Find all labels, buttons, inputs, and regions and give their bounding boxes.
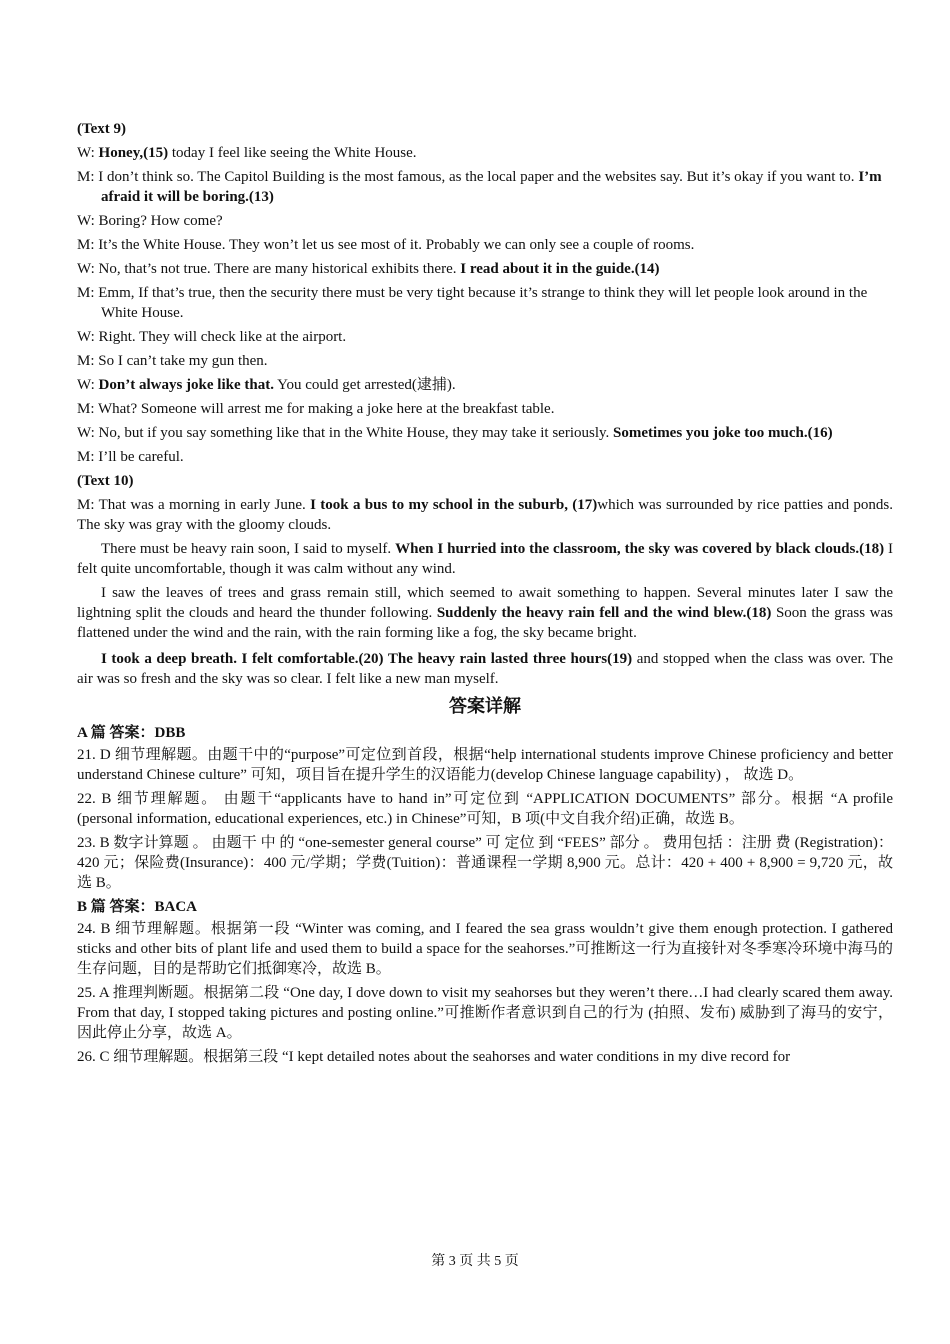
- answers-heading: 答案详解: [449, 696, 521, 717]
- para-text: I saw the leaves of trees and grass remain still, which seemed to await something to happen. Several minutes later I saw the lightning split the clouds and heard the thunder following.: [77, 585, 893, 621]
- dialogue-line: [77, 351, 893, 371]
- line-text: I don’t think so. The Capitol Building is the most famous, as the local paper and the websites say. But it’s okay if you want to.: [98, 169, 859, 185]
- speaker-label: M:: [77, 401, 98, 417]
- dialogue-line: [77, 399, 893, 419]
- text10-label: (Text 10): [77, 473, 134, 489]
- dialogue-line: [77, 235, 893, 255]
- para-text: There must be heavy rain soon, I said to myself.: [101, 541, 396, 557]
- line-text: Right. They will check like at the airport.: [98, 329, 347, 345]
- dialogue-line: [77, 167, 893, 207]
- speaker-label: W:: [77, 425, 99, 441]
- speaker-label: W:: [77, 145, 99, 161]
- page-content: [77, 119, 893, 1071]
- text10-paragraph: [77, 539, 893, 579]
- text10-paragraph: [77, 495, 893, 535]
- text9-label: (Text 9): [77, 121, 127, 137]
- line-text: It’s the White House. They won’t let us see most of it. Probably we can only see a couple of rooms.: [98, 237, 695, 253]
- key-phrase: Don’t always joke like that.: [98, 377, 274, 393]
- line-text: Boring? How come?: [98, 213, 223, 229]
- dialogue-line: [77, 259, 893, 279]
- speaker-label: M:: [77, 237, 99, 253]
- speaker-label: W:: [77, 377, 99, 393]
- key-phrase: Honey,(15): [98, 145, 169, 161]
- dialogue-line: [77, 375, 893, 395]
- para-key-sentence: I took a bus to my school in the suburb, (17): [310, 497, 598, 513]
- line-text: So I can’t take my gun then.: [98, 353, 268, 369]
- dialogue-line: [77, 423, 893, 443]
- line-text: today I feel like seeing the White House.: [168, 145, 417, 161]
- line-text: Emm, If that’s true, then the security there must be very tight because it’s strange to think they will let people look around in the White House.: [98, 285, 868, 321]
- speaker-label: W:: [77, 329, 99, 345]
- speaker-label: M:: [77, 353, 99, 369]
- answer-24: 24. B 细节理解题。根据第一段 “Winter was coming, and I feared the sea grass wouldn’t give them enough protection. I gathered sticks and other bits of plant life and used them to build a space for the seahorses.”可推断这一行为直接针对冬季寒冷环境中海马的生存问题，目的是帮助它们抵御寒冷，故选 B。: [77, 921, 893, 977]
- line-text: No, that’s not true. There are many historical exhibits there.: [98, 261, 461, 277]
- text10-paragraph: [77, 649, 893, 689]
- para-key-sentence: When I hurried into the classroom, the sky was covered by black clouds.(18): [395, 541, 885, 557]
- answer-21: 21. D 细节理解题。由题干中的“purpose”可定位到首段，根据“help international students improve Chinese proficiency and better understand Chinese culture” 可知，项目旨在提升学生的汉语能力(develop Chinese language capability) ， 故选 D。: [77, 747, 893, 783]
- para-key-sentence: Suddenly the heavy rain fell and the wind blew.(18): [436, 605, 772, 621]
- key-sentence: I’m afraid it will be boring.(13): [101, 169, 882, 205]
- key-sentence: Sometimes you joke too much.(16): [613, 425, 833, 441]
- dialogue-line: [77, 143, 893, 163]
- line-text: No, but if you say something like that in the White House, they may take it seriously.: [98, 425, 614, 441]
- para-text: Soon the grass was flattened under the wind and the rain, with the rain forming like a fog, the sky became bright.: [77, 605, 893, 641]
- para-text: and stopped when the class was over. The air was so fresh and the sky was so clear. I felt like a new man myself.: [77, 651, 894, 687]
- speaker-label: M:: [77, 449, 99, 465]
- key-sentence: I read about it in the guide.(14): [460, 261, 660, 277]
- line-text: I’ll be careful.: [98, 449, 184, 465]
- speaker-label: W:: [77, 261, 99, 277]
- answer-23: 23. B 数字计算题 。 由题干 中 的 “one-semester general course” 可 定位 到 “FEES” 部分 。 费用包括 ：注册 费 (Registration)：420 元；保险费(Insurance)：400 元/学期；学费(Tuition)：普通课程一学期 8,900 元。总计：420 + 400 + 8,900 = 9,720 元，故选 B。: [77, 835, 893, 891]
- answer-25: 25. A 推理判断题。根据第二段 “One day, I dove down to visit my seahorses but they weren’t there…I had clearly scared them away. From that day, I stopped taking pictures and posting online.”可推断作者意识到自己的行为 (拍照、发布) 威胁到了海马的安宁，因此停止分享，故选 A。: [77, 985, 893, 1041]
- dialogue-line: [77, 211, 893, 231]
- section-a-title: A 篇 答案：DBB: [77, 725, 186, 741]
- speaker-label: M:: [77, 169, 99, 185]
- speaker-label: W:: [77, 213, 99, 229]
- dialogue-line: [77, 283, 893, 323]
- section-b-title: B 篇 答案：BACA: [77, 899, 198, 915]
- para-text: M: That was a morning in early June.: [77, 497, 311, 513]
- para-text: I felt quite uncomfortable, though it was calm without any wind.: [77, 541, 894, 577]
- para-text: which was surrounded by rice patties and ponds. The sky was gray with the gloomy clouds.: [77, 497, 893, 533]
- para-key-sentence: I took a deep breath. I felt comfortable.(20) The heavy rain lasted three hours(19): [101, 651, 633, 667]
- speaker-label: M:: [77, 285, 99, 301]
- line-text: What? Someone will arrest me for making a joke here at the breakfast table.: [97, 401, 555, 417]
- page-footer: 第 3 页 共 5 页: [431, 1254, 519, 1269]
- answer-22: 22. B 细节理解题。 由题干“applicants have to hand in”可定位到 “APPLICATION DOCUMENTS” 部分。根据 “A profile (personal information, educational experiences, etc.) in Chinese”可知，B 项(中文自我介绍)正确，故选 B。: [77, 791, 893, 827]
- dialogue-line: [77, 447, 893, 467]
- dialogue-line: [77, 327, 893, 347]
- text10-paragraph: [77, 583, 893, 643]
- line-text: You could get arrested(逮捕).: [273, 377, 456, 393]
- answer-26: 26. C 细节理解题。根据第三段 “I kept detailed notes about the seahorses and water conditions in my dive record for: [77, 1049, 791, 1065]
- text9-dialogue: [77, 143, 893, 467]
